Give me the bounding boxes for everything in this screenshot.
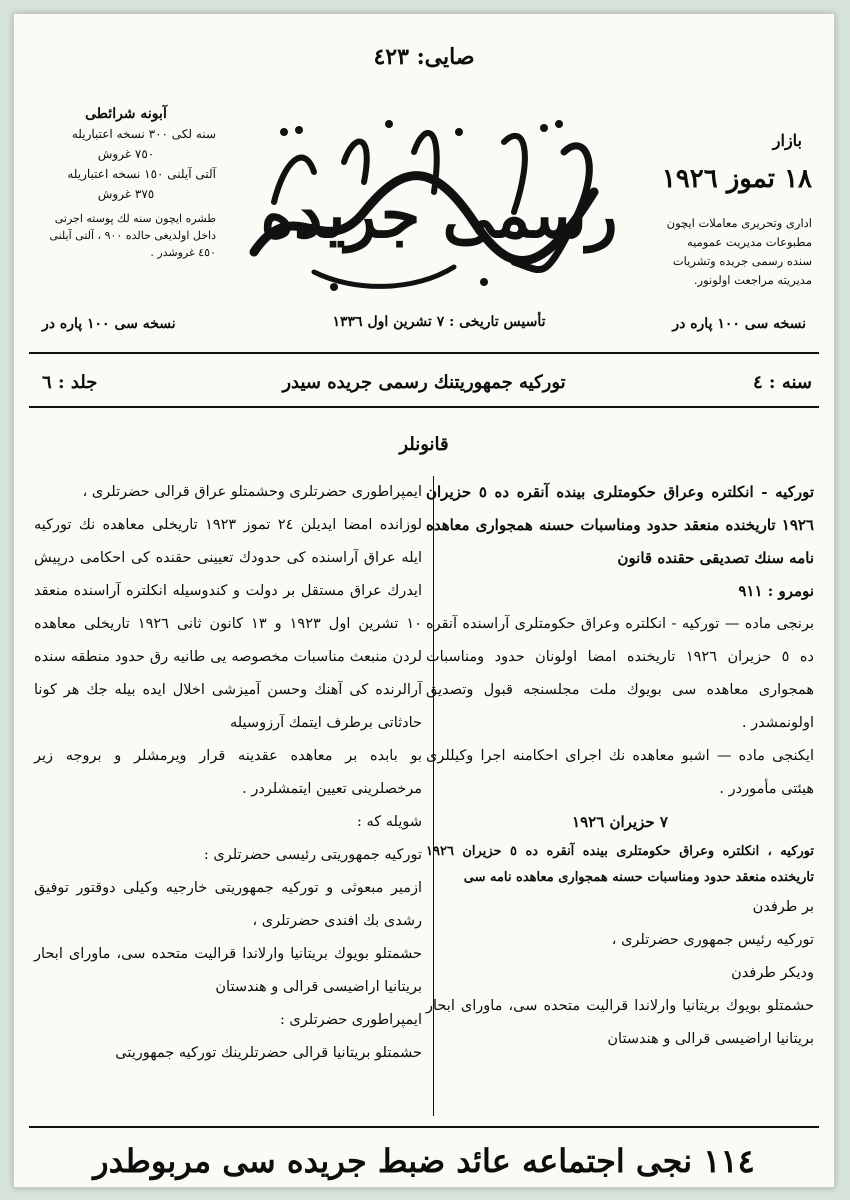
treaty-line: بر طرفدن (752, 899, 814, 915)
law-title: توركيه - انكلتره وعراق حكومتلرى بينده آنقره ده ٥ حزيران ١٩٢٦ تاريخنده منعقد حدود ومناسبات حسنه همجوارى معاهده نامه سنك تصديقى حقنده قانون (426, 483, 815, 567)
issue-number: صايى: ٤٢٣ (373, 44, 475, 70)
price-right: نسخه سى ١٠٠ پاره در (672, 316, 806, 332)
newspaper-page (13, 13, 835, 1188)
volume-label: جلد : ٦ (42, 372, 98, 393)
paragraph: حشمتلو بريتانيا قرالى حضرتلرينك توركيه جمهوريتى (115, 1045, 422, 1061)
treaty-title: توركيه ، انكلتره وعراق حكومتلرى بينده آنقره ده ٥ حزيران ١٩٢٦ تاريخنده منعقد حدود ومناسبات حسنه همجوارى معاهده نامه سى (426, 844, 814, 885)
subscription-title: آبونه شرائطى (85, 106, 167, 122)
subscription-line: ٧٥٠ غروش (97, 147, 155, 161)
paragraph: لوزانده امضا ايديلن ٢٤ تموز ١٩٢٣ تاريخلى معاهده نك توركيه ايله عراق آراسنده كى حدودك تعيينى حقنده كى احكامى درپيش ايدرك عراق مستقل بر دولت و كندوسيله انكلتره آراسنده منعقد ١٠ تشرين اول ١٩٢٣ و ١٣ كانون ثانى ١٩٢٦ تاريخلى معاهده لردن منبعث مناسبات مخصوصه يى طانيه رق حدود منطقه سنده آرالرنده كى آهنك وحسن آميزشى اخلال ايده بيله جك هر كونا حادثاتى برطرف ايتمك آرزوسيله (34, 517, 422, 731)
subscription-note: طشره ايچون سنه لك پوسته اجرتى داخل اولديغى حالده ٩٠٠ ، آلتى آيلنى ٤٥٠ غروشدر . (49, 212, 216, 259)
treaty-line: حشمتلو بويوك بريتانيا وارلاندا قراليت متحده سى، ماوراى ابحار بريتانيا اراضيسى قرالى و هندستان (426, 998, 814, 1047)
masthead-logo (214, 102, 664, 302)
masthead-calligraphy (214, 102, 664, 302)
band-title: توركيه جمهوريتنك رسمى جريده سيدر (282, 372, 566, 393)
subscription-block (36, 104, 216, 261)
year-label: سنه : ٤ (752, 372, 812, 393)
subscription-line: ٣٧٥ غروش (97, 187, 155, 201)
divider (29, 406, 819, 408)
paragraph: ازمير مبعوثى و توركيه جمهوريتى خارجيه وكيلى دوقتور توفيق رشدى بك افندى حضرتلرى ، (34, 880, 422, 929)
law-date: ٧ حزيران ١٩٢٦ (572, 813, 668, 831)
price-left: نسخه سى ١٠٠ پاره در (42, 316, 176, 332)
weekday: بازار (772, 131, 802, 150)
section-title: قانونلر (399, 434, 449, 455)
paragraph: شويله كه : (356, 814, 422, 830)
treaty-line: توركيه رئيس جمهورى حضرتلرى ، (611, 932, 814, 948)
paragraph: بو بابده بر معاهده عقدينه قرار ويرمشلر و بروجه زير مرخصلرينى تعيين ايتمشلردر . (34, 748, 422, 797)
subscription-line: آلتى آيلنى ١٥٠ نسخه اعتباريله (67, 167, 216, 181)
divider (29, 352, 819, 354)
right-column (426, 476, 814, 1056)
paragraph: توركيه جمهوريتى رئيسى حضرتلرى : (203, 847, 422, 863)
title-band (14, 364, 834, 404)
paragraph: ايمپراطورى حضرتلرى : (279, 1012, 422, 1028)
treaty-line: وديكر طرفدن (731, 965, 814, 981)
admin-note: ادارى وتحريرى معاملات ايچون مطبوعات مديريت عموميه سنده رسمى جريده وتشريات مديريته مراجعت اولونور. (666, 216, 812, 287)
article-2: ايكنجى ماده — اشبو معاهده نك اجراى احكامنه اجرا وكيللرى هيئتى مأموردر . (426, 748, 814, 797)
issue-date: ١٨ تموز ١٩٢٦ (661, 164, 812, 194)
subscription-line: سنه لكى ٣٠٠ نسخه اعتباريله (71, 127, 216, 141)
law-number: نومرو : ٩١١ (738, 582, 814, 600)
masthead-title: رسمى جريده (260, 178, 618, 253)
founding-date: تأسيس تاريخى : ٧ تشرين اول ١٣٣٦ (332, 314, 546, 330)
article-1: برنجى ماده — توركيه - انكلتره وعراق حكومتلرى آراسنده آنقره ده ٥ حزيران ١٩٢٦ تاريخنده امضا اولونان حدود ومناسبات همجوارى معاهده سى بويوك ملت مجلسنجه قبول وتصديق اولونمشدر . (426, 616, 814, 731)
paragraph: ايمپراطورى حضرتلرى وحشمتلو عراق قرالى حضرتلرى ، (82, 484, 422, 500)
left-column (34, 476, 422, 1070)
footer-note: ١١٤ نجى اجتماعه عائد ضبط جريده سى مربوطدر (93, 1142, 755, 1180)
divider (29, 1126, 819, 1128)
paragraph: حشمتلو بويوك بريتانيا وارلاندا قراليت متحده سى، ماوراى ابحار بريتانيا اراضيسى قرالى و هندستان (34, 946, 422, 995)
